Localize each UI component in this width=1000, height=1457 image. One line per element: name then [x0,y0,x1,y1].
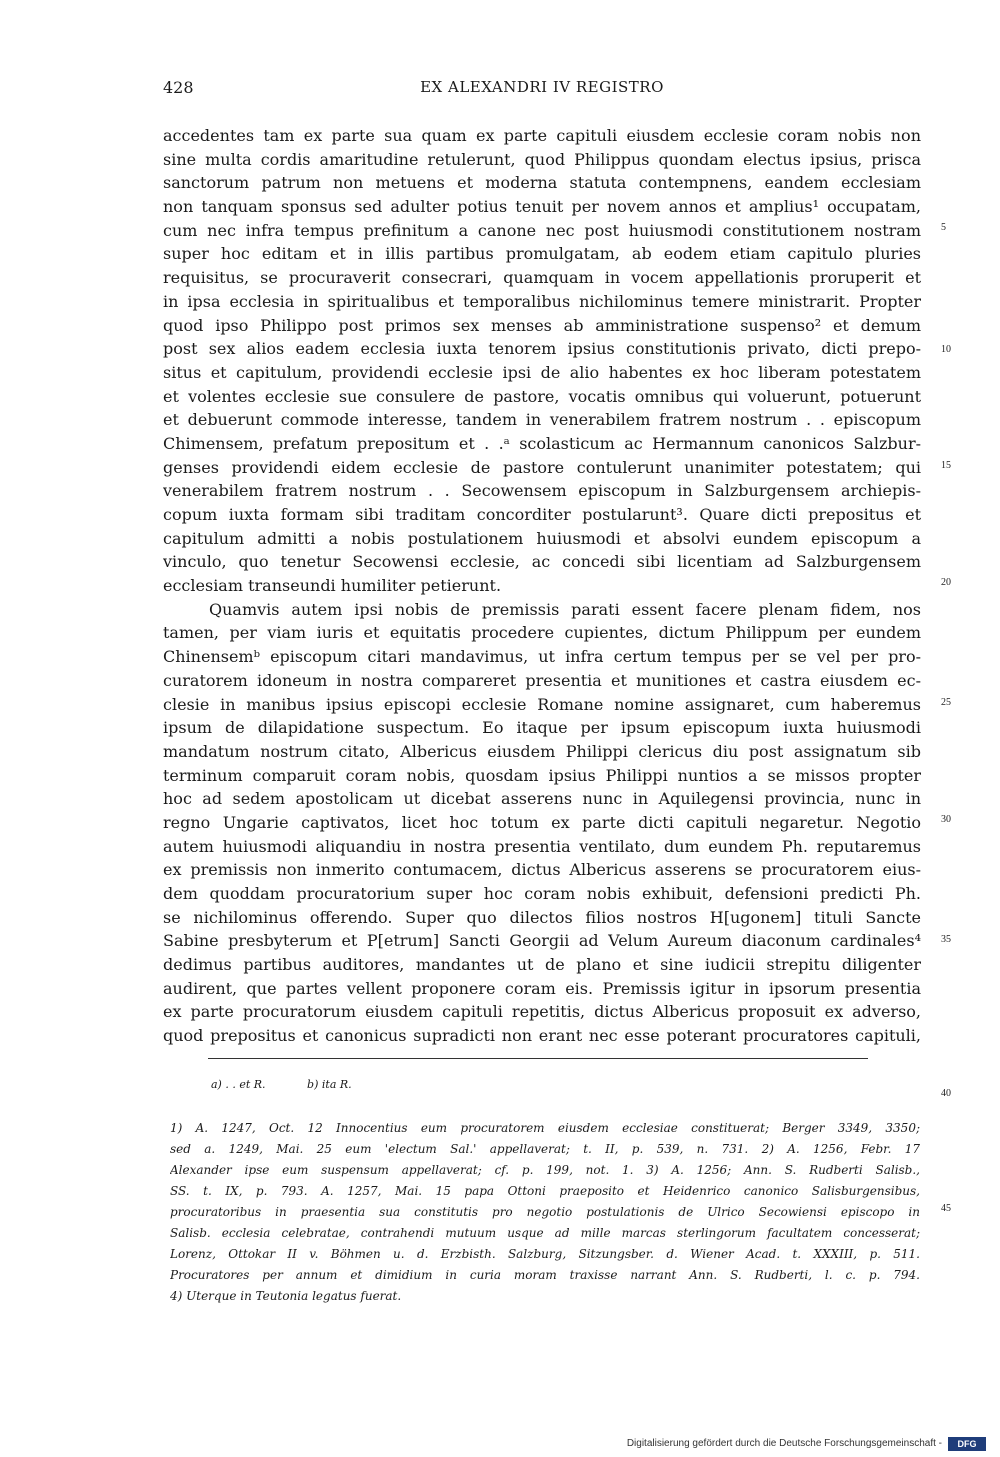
line-number: 10 [941,344,951,355]
footnote-divider [208,1058,868,1059]
text-line: tamen, per viam iuris et equitatis procedere cupientes, dictum Philippum per eundem [163,623,921,643]
footnote-line: 4) Uterque in Teutonia legatus fuerat. [170,1289,402,1303]
footnote-line: 1) A. 1247, Oct. 12 Innocentius eum procuratorem eiusdem ecclesiae constituerat; Berger 3349, 3350; [170,1121,920,1135]
text-line: sanctorum patrum non metuens et moderna statuta contempnens, eandem ecclesiam [163,173,921,193]
footnote-line: Procuratores per annum et dimidium in curia moram traxisse narrant Ann. S. Rudberti, l. c. p. 794. [170,1268,920,1282]
text-line: genses providendi eidem ecclesie de pastore contulerunt unanimiter potestatem; qui [163,457,921,477]
text-line: post sex alios eadem ecclesia iuxta tenorem ipsius constitutionis privato, dicti prepo- [163,339,921,359]
text-line: cum nec infra tempus prefinitum a canone nec post huiusmodi constitutionem nostram [163,220,921,240]
main-text [163,124,921,1048]
text-line: et debuerunt commode interesse, tandem in venerabilem fratrem nostrum . . episcopum [163,410,921,430]
text-line: quod prepositus et canonicus supradicti non erant nec esse poterant procuratores capituli, [163,1026,921,1046]
text-line: capitulum admitti a nobis postulationem huiusmodi et absolvi eundem episcopum a [163,528,921,548]
footnote-line: Salisb. ecclesia celebratae, contrahendi mutuum usque ad mille marcas sterlingorum facultatem concesserat; [170,1226,920,1240]
digitization-credit: Digitalisierung gefördert durch die Deutsche Forschungsgemeinschaft - [626,1438,942,1449]
text-line: dem quoddam procuratorium super hoc coram nobis exhibuit, defensioni predicti Ph. [163,884,921,903]
footnote-line: sed a. 1249, Mai. 25 eum 'electum Sal.' appellaverat; t. II, p. 539, n. 731. 2) A. 1256, Febr. 17 [170,1142,920,1156]
text-line: in ipsa ecclesia in spiritualibus et temporalibus nichilominus temere ministrarit. Propter [163,291,921,311]
text-line: vinculo, quo tenetur Secowensi ecclesie, ac concedi sibi licentiam ad Salzburgensem [163,552,921,572]
text-line: super hoc editam et in illis partibus promulgatam, ab eodem etiam capitulo pluries [163,244,921,264]
footnotes [170,1118,920,1307]
text-line: clesie in manibus ipsius episcopi ecclesie Romane nomine assignaret, cum haberemus [163,694,921,714]
running-title: EX ALEXANDRI IV REGISTRO [420,78,664,96]
text-line: Chinensemᵇ episcopum citari mandavimus, ut infra certum tempus per se vel per pro- [163,647,921,667]
text-line: ecclesiam transeundi humiliter petierunt. [163,576,502,596]
line-number: 40 [941,1088,951,1099]
text-line: accedentes tam ex parte sua quam ex parte capituli eiusdem ecclesie coram nobis non [163,126,921,145]
text-line: dedimus partibus auditores, mandantes ut de plano et sine iudicii strepitu diligenter [163,955,921,975]
apparatus-note: b) ita R. [307,1078,352,1091]
text-line: ex premissis non inmerito contumacem, dictus Albericus asserens se procuratorem eius- [163,860,921,880]
text-line: Quamvis autem ipsi nobis de premissis parati essent facere plenam fidem, nos [209,599,921,619]
text-line: copum iuxta formam sibi traditam concorditer postularunt³. Quare dicti prepositus et [163,505,921,524]
text-line: autem huiusmodi aliquandiu in nostra presentia ventilato, dum eundem Ph. reputaremus [163,836,921,856]
text-line: venerabilem fratrem nostrum . . Secowensem episcopum in Salzburgensem archiepis- [163,481,921,501]
line-number: 25 [941,697,951,708]
page-header [163,78,921,102]
line-number: 30 [941,814,951,825]
line-number: 20 [941,577,951,588]
critical-apparatus [211,1078,390,1091]
line-number: 45 [941,1203,951,1214]
line-number: 5 [941,222,946,233]
text-line: audirent, que partes vellent proponere coram eis. Premissis igitur in ipsorum presentia [163,978,921,998]
footnote-line: procuratoribus in praesentia sua constitutis pro negotio postulationis de Ulrico Secowiensi episcopo in [170,1205,920,1219]
text-line: ipsum de dilapidatione suspectum. Eo itaque per ipsum episcopum iuxta huiusmodi [163,718,921,738]
apparatus-note: a) . . et R. [211,1078,266,1091]
text-line: hoc ad sedem apostolicam ut dicebat asserens nunc in Aquilegensi provincia, nunc in [163,789,921,809]
line-number: 15 [941,460,951,471]
text-line: situs et capitulum, providendi ecclesie ipsi de alio habentes ex hoc liberam potestatem [163,362,921,382]
dfg-logo: DFG [948,1437,986,1451]
footnote-line: Lorenz, Ottokar II v. Böhmen u. d. Erzbisth. Salzburg, Sitzungsber. d. Wiener Acad. t. XXXIII, p. 511. [170,1247,920,1261]
text-line: regno Ungarie captivatos, licet hoc totum ex parte dicti capituli negaretur. Negotio [163,812,921,832]
line-number: 35 [941,934,951,945]
text-line: curatorem idoneum in nostra compareret presentia et munitiones et castra eiusdem ec- [163,670,921,690]
page-number: 428 [163,78,194,97]
text-line: quod ipso Philippo post primos sex menses ab amministratione suspenso² et demum [163,315,921,335]
text-line: mandatum nostrum citato, Albericus eiusdem Philippi clericus diu post assignatum sib [163,741,921,761]
text-line: Chimensem, prefatum prepositum et . .ᵃ scolasticum ac Hermannum canonicos Salzbur- [163,433,921,453]
text-line: non tanquam sponsus sed adulter potius tenuit per novem annos et amplius¹ occupatam, [163,197,921,217]
text-line: terminum comparuit coram nobis, quosdam ipsius Philippi nuntios a se missos propter [163,765,921,785]
text-line: sine multa cordis amaritudine retulerunt, quod Philippus quondam electus ipsius, prisca [163,149,921,169]
text-line: requisitus, se procuraverit consecrari, quamquam in vocem appellationis proruperit et [163,268,921,288]
text-line: ex parte procuratorum eiusdem capituli repetitis, dictus Albericus proposuit ex adverso, [163,1002,921,1022]
text-line: et volentes ecclesie sue consulere de pastore, vocatis omnibus qui voluerunt, potuerunt [163,386,921,406]
text-line: Sabine presbyterum et P[etrum] Sancti Georgii ad Velum Aureum diaconum cardinales⁴ [163,931,921,951]
footnote-line: Alexander ipse eum suspensum appellaverat; cf. p. 199, not. 1. 3) A. 1256; Ann. S. Rudberti Salisb., [170,1163,920,1177]
text-line: se nichilominus offerendo. Super quo dilectos filios nostros H[ugonem] tituli Sancte [163,907,921,927]
footnote-line: SS. t. IX, p. 793. A. 1257, Mai. 15 papa Ottoni praeposito et Heidenrico canonico Salisburgensibus, [170,1184,920,1198]
